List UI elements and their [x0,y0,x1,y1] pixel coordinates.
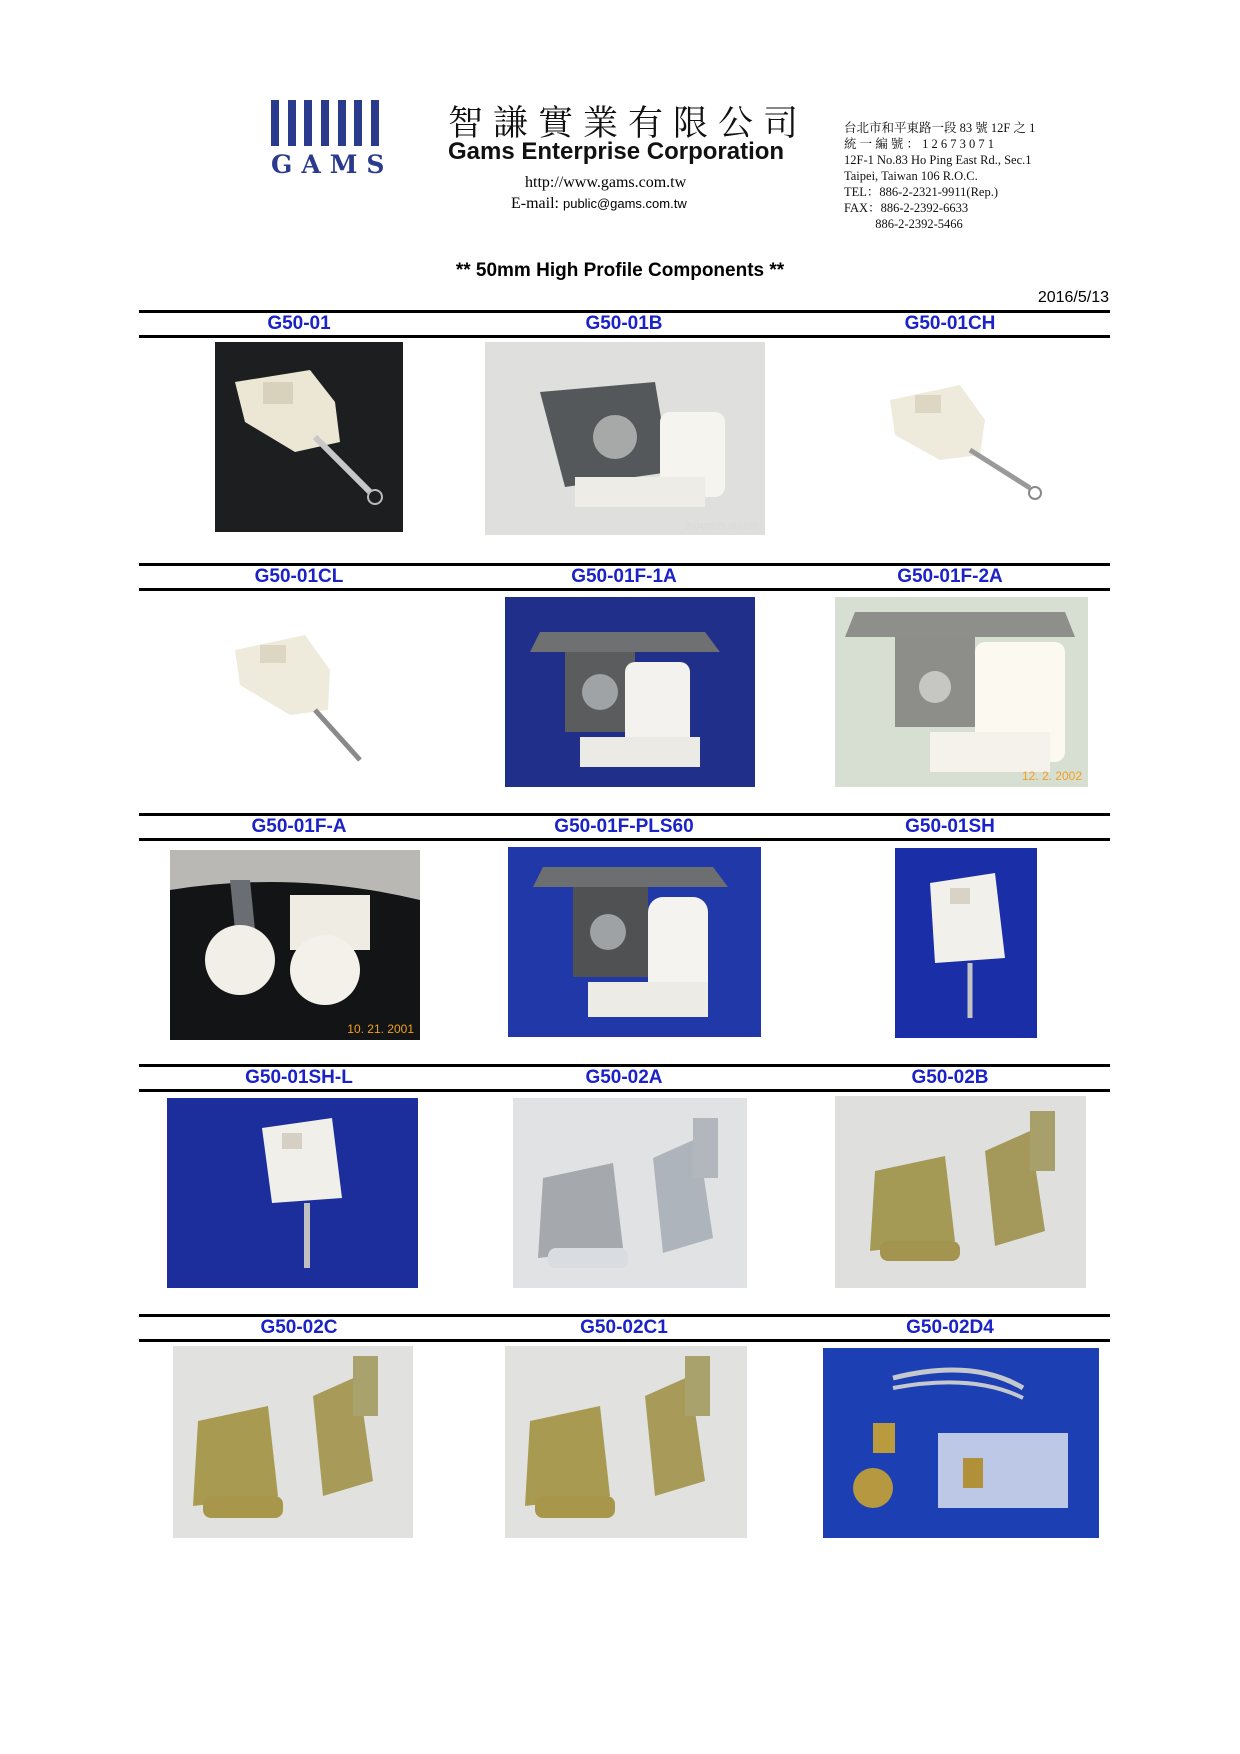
product-photo [220,610,410,770]
component-label: G50-01F-1A [571,566,677,587]
component-label: G50-01B [585,313,663,334]
component-label: G50-02C1 [580,1317,668,1338]
component-label: G50-01SH-L [245,1067,353,1088]
product-photo [835,597,1088,787]
logo-bars [271,100,379,146]
company-name-english: Gams Enterprise Corporation [448,138,785,165]
photo-timestamp: 10. 21. 2001 [347,1022,414,1036]
product-photo [823,1348,1099,1538]
company-address-block [844,120,1035,232]
address-line: 886-2-2392-5466 [844,217,963,231]
component-label: G50-02C [260,1317,338,1338]
address-line: 12F-1 No.83 Ho Ping East Rd., Sec.1 [844,153,1032,167]
company-name-chinese: 智謙實業有限公司 [448,104,809,144]
component-label: G50-01CH [904,313,996,334]
photo-timestamp: 2004/03/23 16:02:05 [685,522,759,531]
product-photo [895,848,1037,1038]
component-label: G50-01F-2A [897,566,1003,587]
website-link[interactable]: http://www.gams.com.tw [525,174,687,191]
email-row [511,195,687,213]
document-title: ** 50mm High Profile Components ** [455,260,785,281]
product-photo [505,597,755,787]
address-line: 統 一 編 號 ： 1 2 6 7 3 0 7 1 [844,137,995,151]
product-photo [505,1346,747,1538]
document-date: 2016/5/13 [1037,289,1109,306]
component-label: G50-02B [911,1067,989,1088]
logo-text: GAMS [271,150,394,179]
product-photo [170,850,420,1040]
divider [139,335,1110,338]
product-photo [173,1346,413,1538]
divider [139,838,1110,841]
email-label: E-mail: [511,195,559,212]
address-line: 台北市和平東路一段 83 號 12F 之 1 [844,121,1036,135]
divider [139,1089,1110,1092]
component-label: G50-01CL [254,566,344,587]
product-photo [167,1098,418,1288]
address-line: FAX：886-2-2392-6633 [844,201,969,215]
address-line: TEL：886-2-2321-9911(Rep.) [844,185,999,199]
product-photo [485,342,765,535]
product-photo [870,360,1060,515]
gams-logo [271,100,394,179]
component-label: G50-01 [267,313,331,334]
component-label: G50-02D4 [906,1317,994,1338]
product-photo [513,1098,747,1288]
component-label: G50-01SH [905,816,995,837]
component-label: G50-01F-A [251,816,347,837]
divider [139,1339,1110,1342]
email-link[interactable]: public@gams.com.tw [562,196,687,211]
product-photo [508,847,761,1037]
product-photo [215,342,403,532]
component-label: G50-01F-PLS60 [554,816,694,837]
component-label: G50-02A [585,1067,663,1088]
divider [139,588,1110,591]
product-photo [835,1096,1086,1288]
address-line: Taipei, Taiwan 106 R.O.C. [844,169,978,183]
photo-timestamp: 12. 2. 2002 [1021,769,1082,783]
